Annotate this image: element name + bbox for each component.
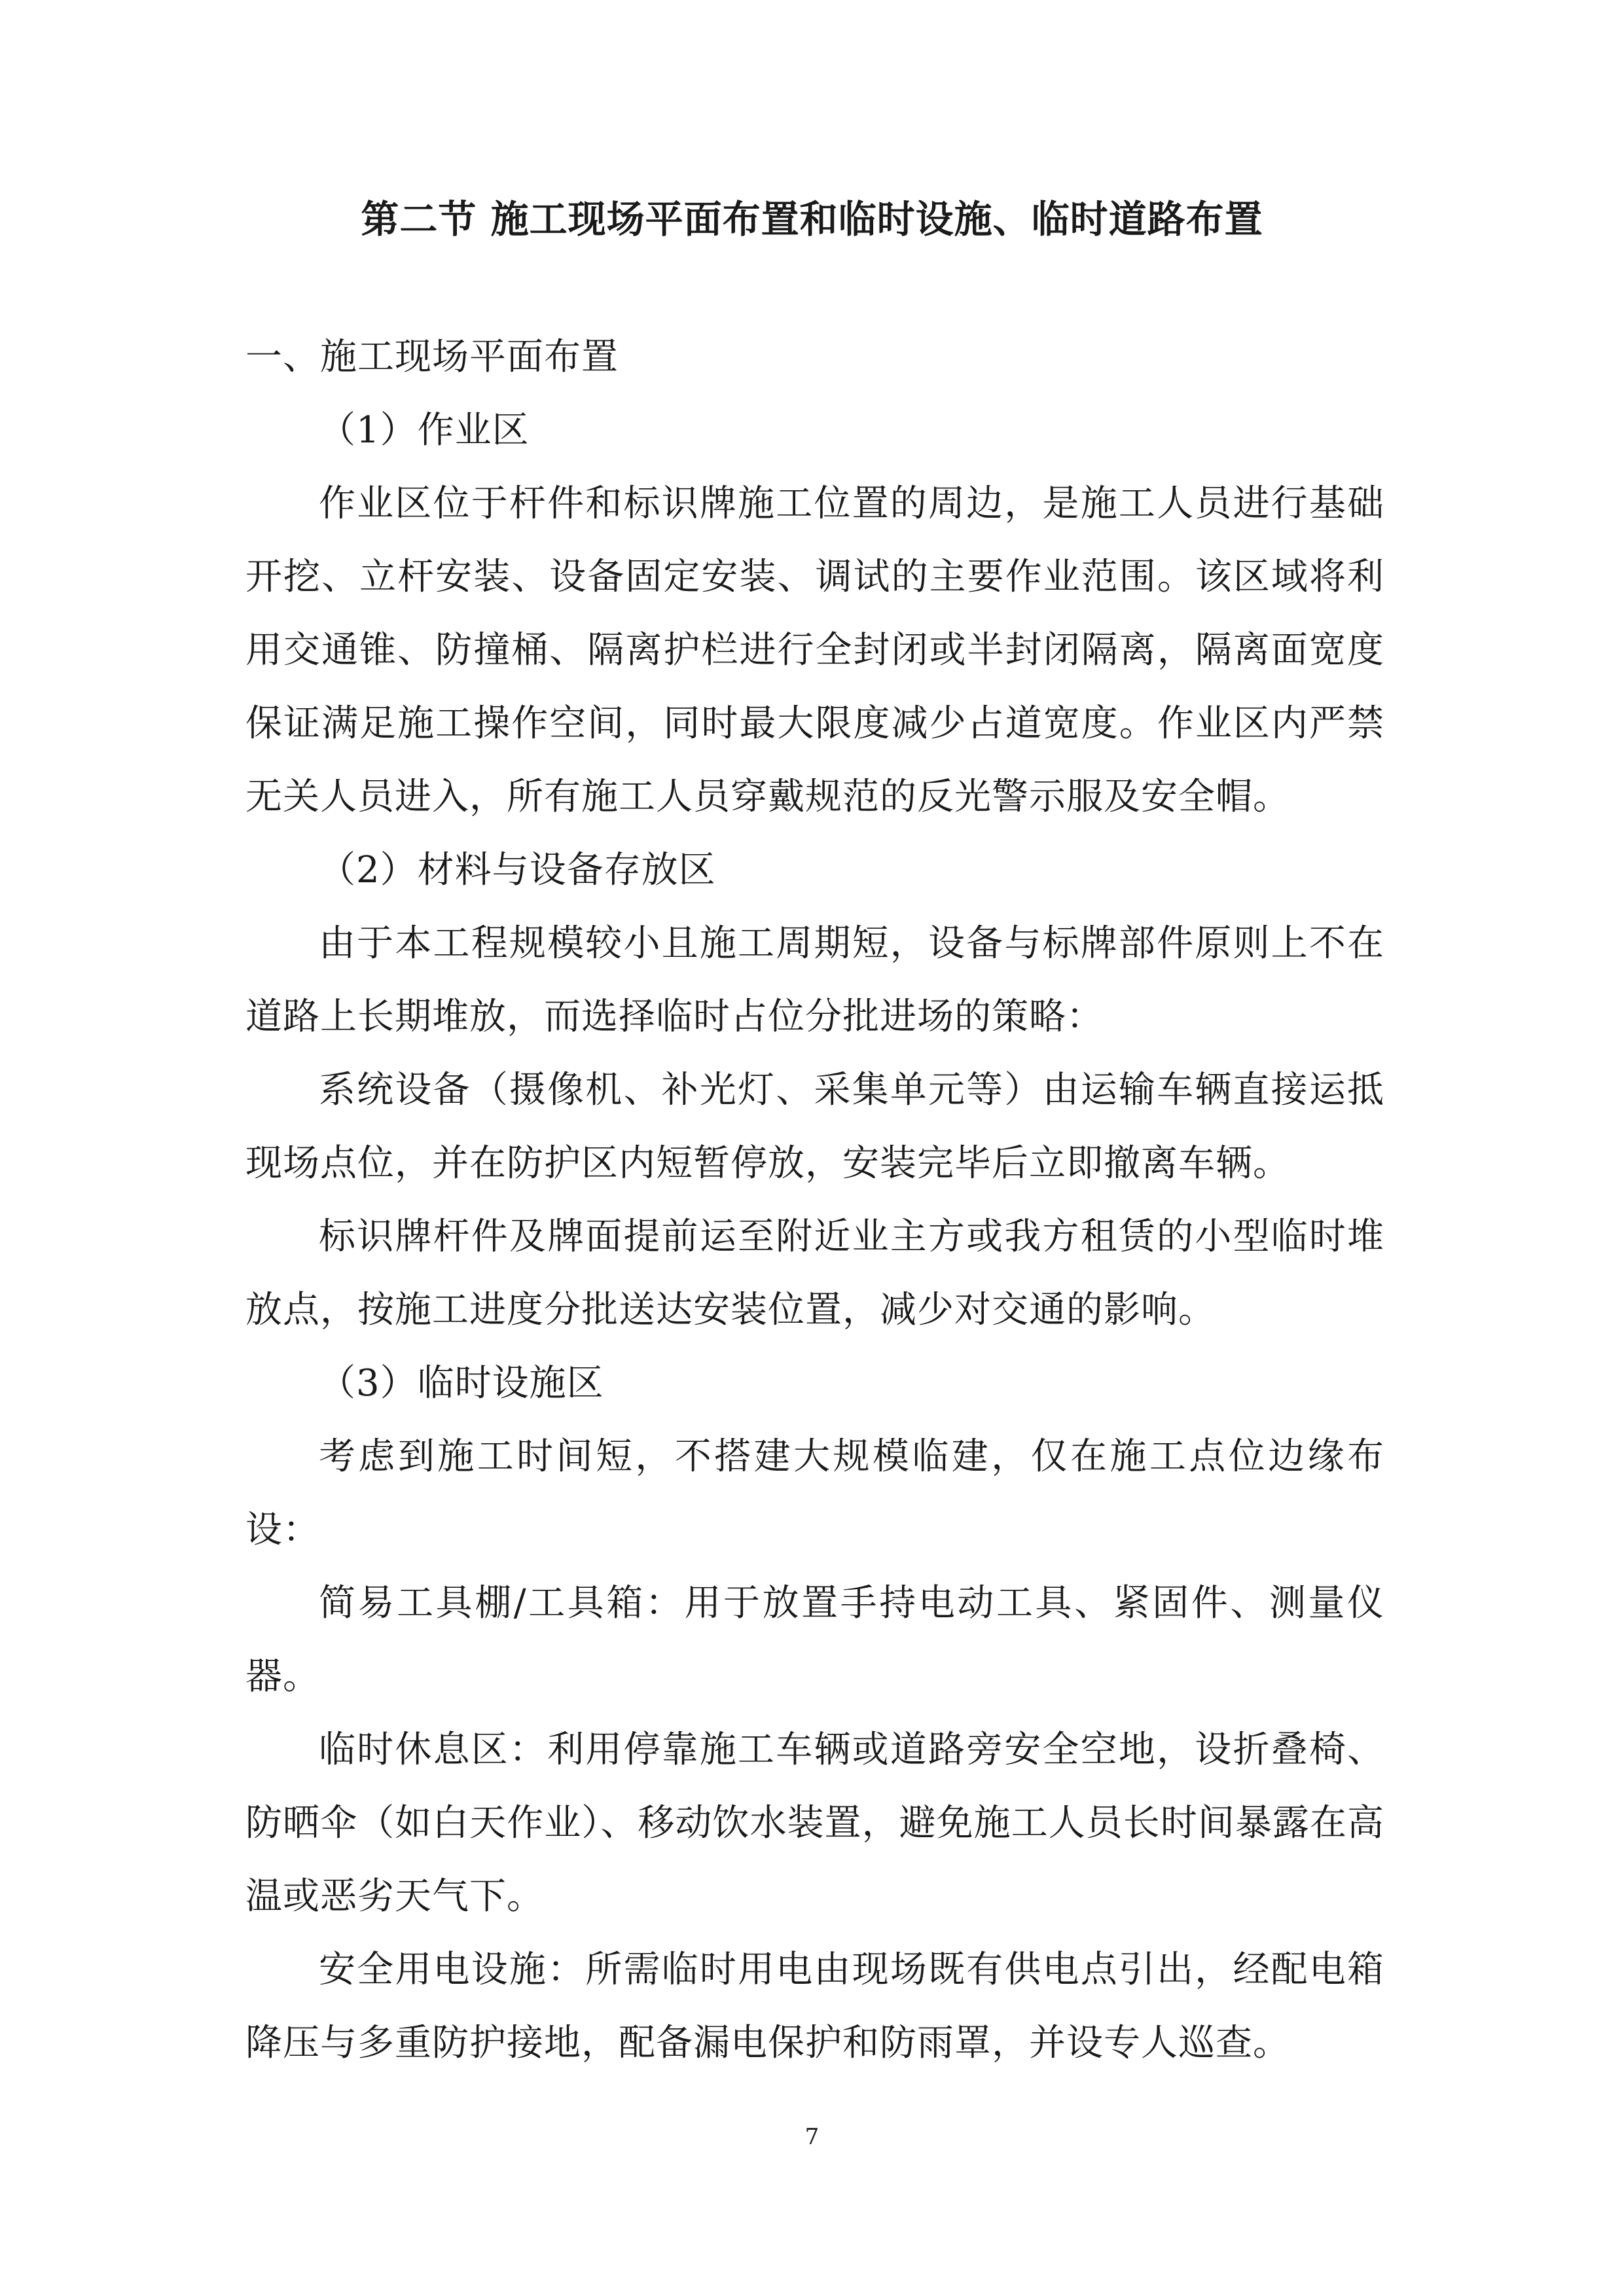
paragraph-rest-area: 临时休息区：利用停靠施工车辆或道路旁安全空地，设折叠椅、防晒伞（如白天作业）、移动饮水装置，避免施工人员长时间暴露在高温或恶劣天气下。: [245, 1729, 1384, 1918]
document-body: [245, 321, 1384, 2080]
paragraph-system-equipment: 系统设备（摄像机、补光灯、采集单元等）由运输车辆直接运抵现场点位，并在防护区内短暂停放，安装完毕后立即撤离车辆。: [245, 1069, 1384, 1185]
paragraph-electrical-safety: 安全用电设施：所需临时用电由现场既有供电点引出，经配电箱降压与多重防护接地，配备漏电保护和防雨罩，并设专人巡查。: [245, 1948, 1384, 2064]
subheading-storage-zone: （2）材料与设备存放区: [319, 849, 716, 891]
subheading-work-zone: （1）作业区: [319, 409, 530, 452]
section-title: 第二节 施工现场平面布置和临时设施、临时道路布置: [361, 197, 1263, 242]
heading-site-layout: 一、施工现场平面布置: [245, 336, 619, 378]
paragraph-facilities-intro: 考虑到施工时间短，不搭建大规模临建，仅在施工点位边缘布设：: [245, 1435, 1384, 1551]
subheading-temporary-facilities: （3）临时设施区: [319, 1362, 604, 1405]
page-number: 7: [804, 2124, 820, 2150]
paragraph-tool-shed: 简易工具棚/工具箱：用于放置手持电动工具、紧固件、测量仪器。: [245, 1582, 1384, 1698]
paragraph-work-zone: 作业区位于杆件和标识牌施工位置的周边，是施工人员进行基础开挖、立杆安装、设备固定安装、调试的主要作业范围。该区域将利用交通锥、防撞桶、隔离护栏进行全封闭或半封闭隔离，隔离面宽度保证满足施工操作空间，同时最大限度减少占道宽度。作业区内严禁无关人员进入，所有施工人员穿戴规范的反光警示服及安全帽。: [245, 482, 1384, 818]
paragraph-storage-strategy: 由于本工程规模较小且施工周期短，设备与标牌部件原则上不在道路上长期堆放，而选择临时占位分批进场的策略：: [245, 922, 1384, 1038]
paragraph-sign-poles: 标识牌杆件及牌面提前运至附近业主方或我方租赁的小型临时堆放点，按施工进度分批送达安装位置，减少对交通的影响。: [245, 1215, 1384, 1331]
